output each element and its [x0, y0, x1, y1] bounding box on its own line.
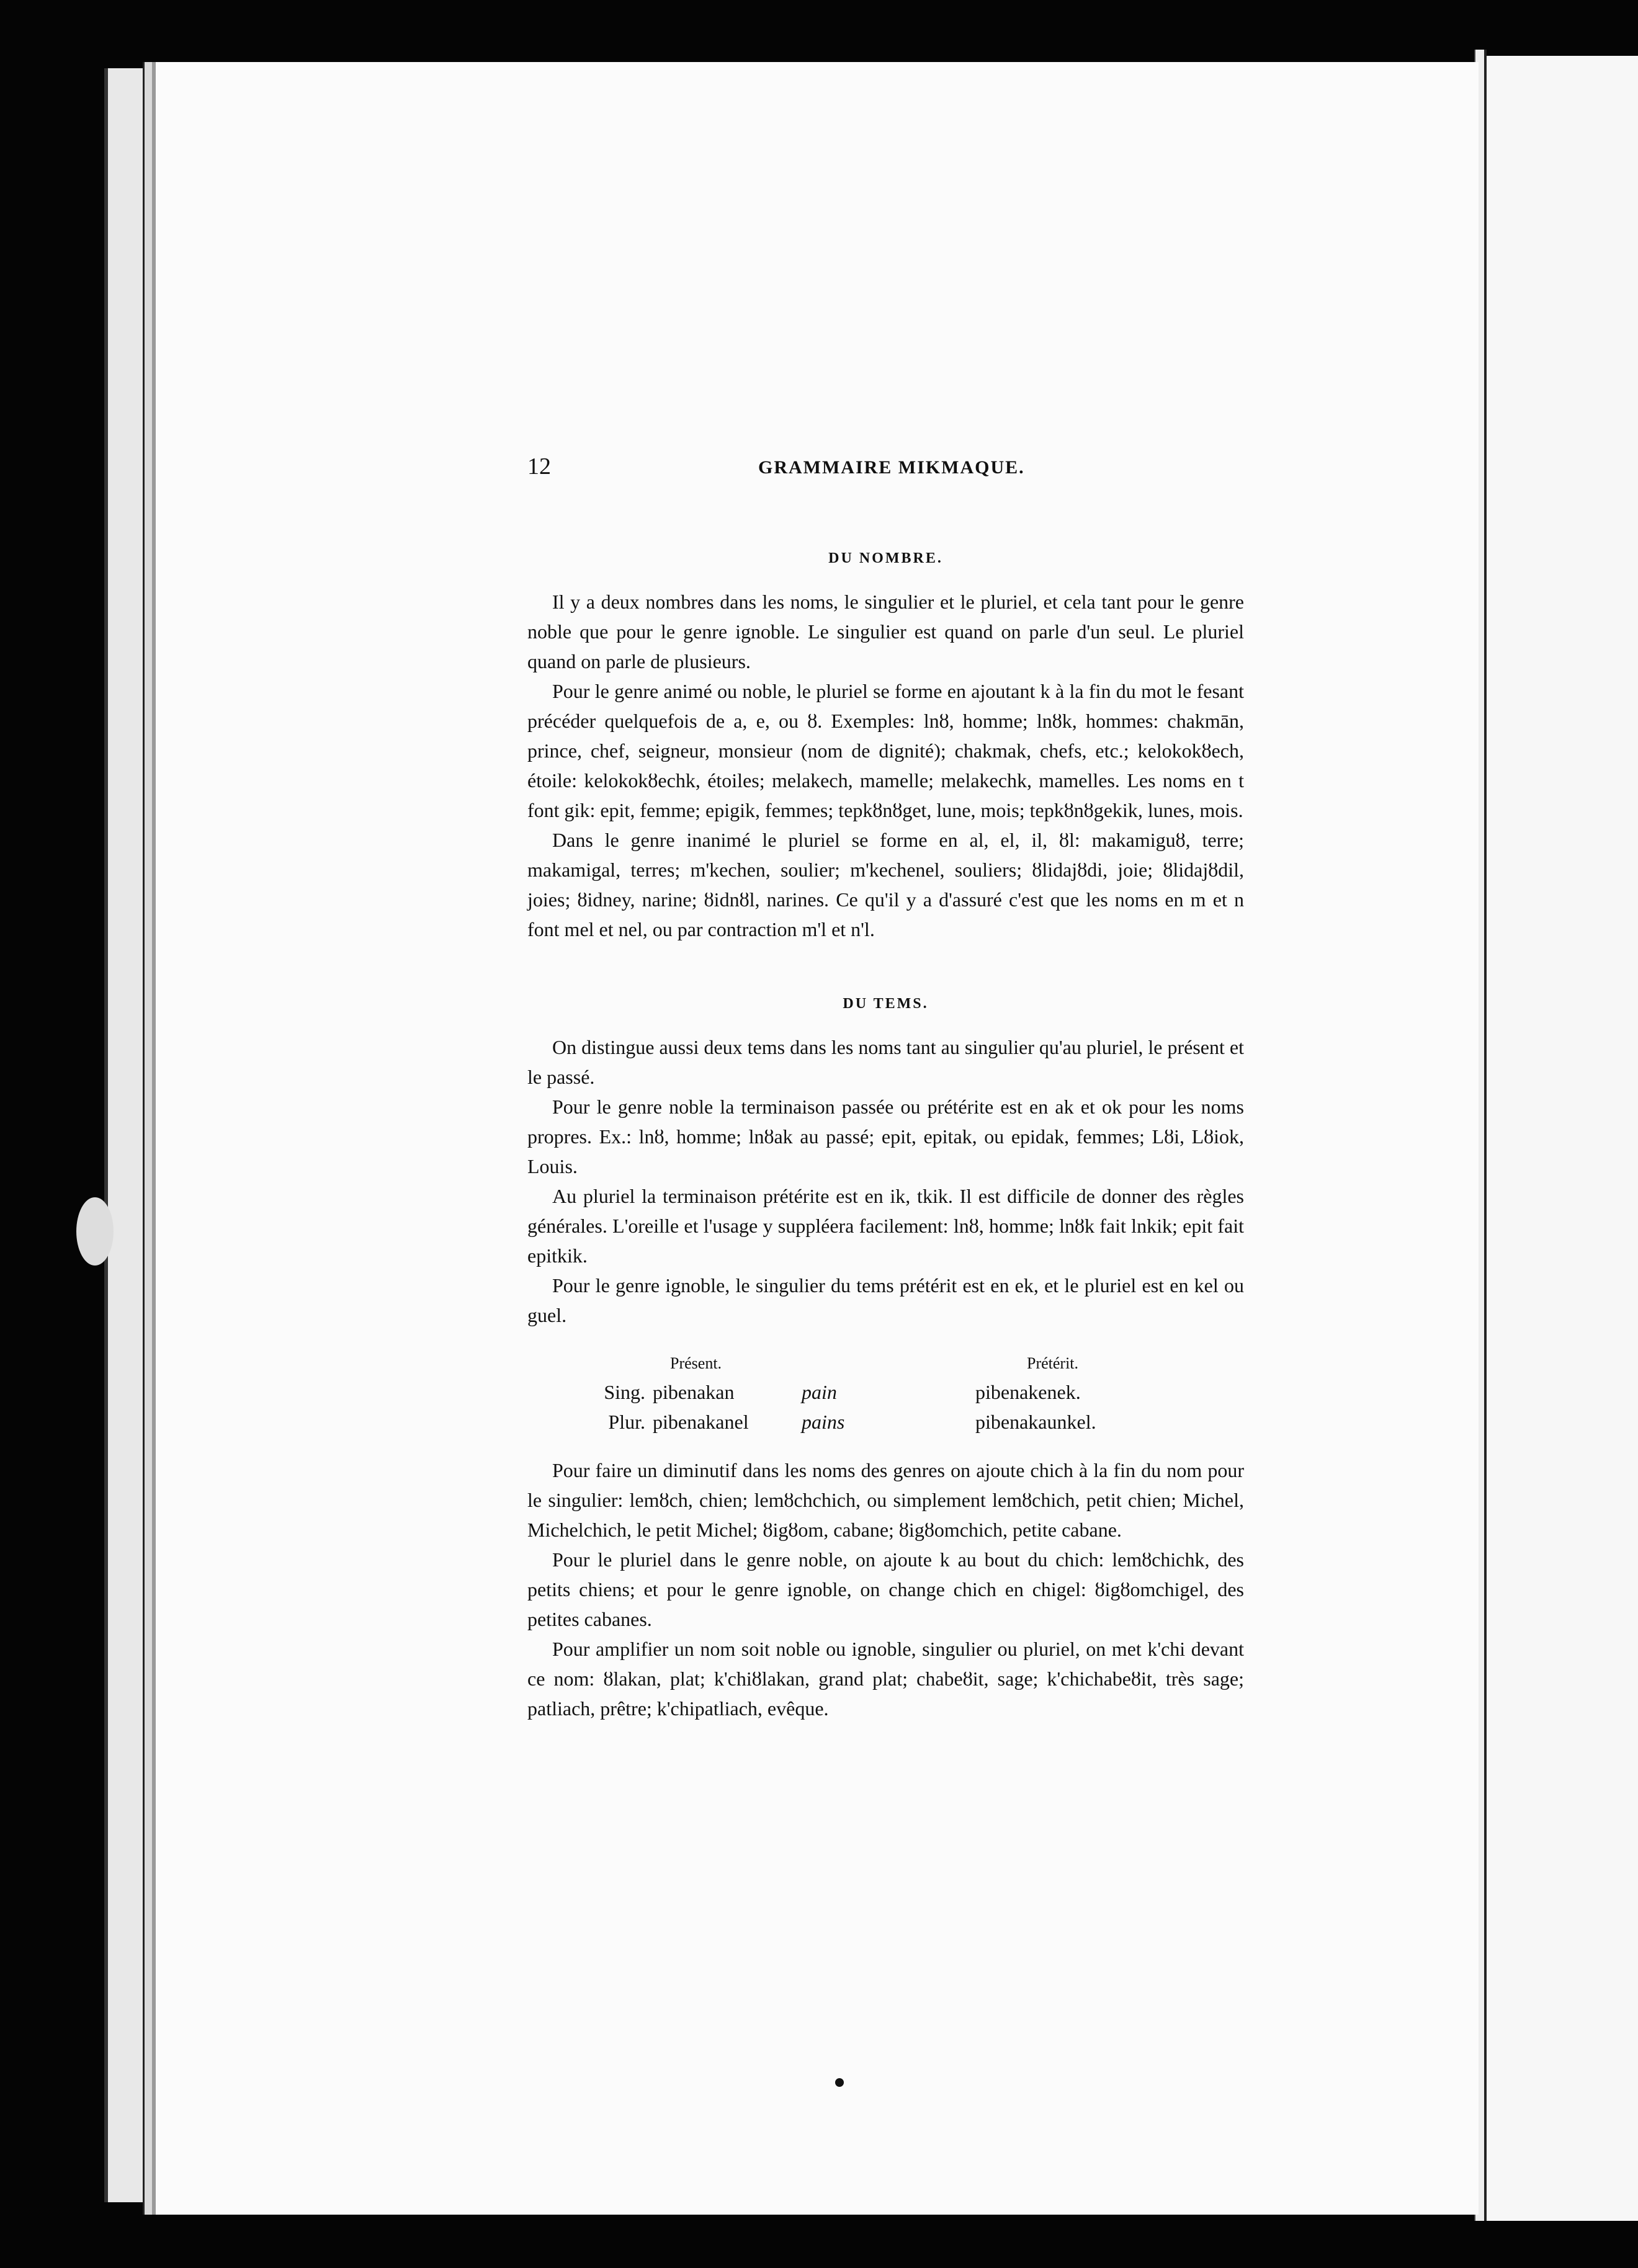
conjugation-table [571, 1349, 1244, 1437]
gloss: pains [802, 1411, 845, 1433]
paragraph: Pour amplifier un nom soit noble ou ignoble, singulier ou pluriel, on met k'chi devant ce nom: ȣlakan, plat; k'chiȣlakan, grand plat; chabeȣit, sage; k'chichabeȣit, très sage; patliach, prêtre; k'chipatliach, evêque. [527, 1638, 1244, 1720]
running-title: GRAMMAIRE MIKMAQUE. [758, 457, 1025, 478]
book-binding-edge [104, 68, 146, 2202]
paragraph: Pour le pluriel dans le genre noble, on ajoute k au bout du chich: lemȣchichk, des petits chiens; et pour le genre ignoble, on change chich en chigel: ȣigȣomchigel, des petites cabanes. [527, 1548, 1244, 1630]
ink-dot [835, 2078, 844, 2087]
preterit-form: pibenakaunkel. [975, 1411, 1096, 1433]
paragraph: Pour faire un diminutif dans les noms des genres on ajoute chich à la fin du nom pour le singulier: lemȣch, chien; lemȣchchich, ou simplement lemȣchich, petit chien; Michel, Michelchich, le petit Michel; ȣigȣom, cabane; ȣigȣomchich, petite cabane. [527, 1459, 1244, 1541]
row-label: Sing. [604, 1381, 645, 1403]
table-row [571, 1377, 1244, 1407]
paragraph: Pour le genre animé ou noble, le pluriel se forme en ajoutant k à la fin du mot le fesant précéder quelquefois de a, e, ou ȣ. Exemples: lnȣ, homme; lnȣk, hommes: chakmān, prince, chef, seigneur, monsieur (nom de dignité); chakmak, chefs, etc.; kelokokȣech, étoile: kelokokȣechk, étoiles; melakech, mamelle; melakechk, mamelles. Les noms en t font gik: epit, femme; epigik, femmes; tepkȣnȣget, lune, mois; tepkȣnȣgekik, lunes, mois. [527, 680, 1244, 821]
page-number: 12 [527, 453, 551, 480]
facing-page [1486, 56, 1638, 2221]
present-form: pibenakan [653, 1381, 735, 1403]
paragraph: Pour le genre noble la terminaison passée ou prétérite est en ak et ok pour les noms propres. Ex.: lnȣ, homme; lnȣak au passé; epit, epitak, ou epidak, femmes; Lȣi, Lȣiok, Louis. [527, 1096, 1244, 1177]
section-title-tems: DU TEMS. [843, 996, 929, 1012]
table-row [571, 1407, 1244, 1437]
section-title-nombre: DU NOMBRE. [828, 550, 943, 566]
page-content [527, 452, 1244, 1723]
page-header [527, 452, 1244, 489]
conjugation-header: Présent. Prétérit. [571, 1349, 1244, 1377]
paragraph: Dans le genre inanimé le pluriel se forme en al, el, il, ȣl: makamiguȣ, terre; makamigal, terres; m'kechen, soulier; m'kechenel, souliers; ȣlidajȣdi, joie; ȣlidajȣdil, joies; ȣidney, narine; ȣidnȣl, narines. Ce qu'il y a d'assuré c'est que les noms en m et n font mel et nel, ou par contraction m'l et n'l. [527, 829, 1244, 940]
header-preterit: Prétérit. [1027, 1354, 1079, 1372]
present-form: pibenakanel [653, 1411, 749, 1433]
paragraph: Au pluriel la terminaison prétérite est en ik, tkik. Il est difficile de donner des règles générales. L'oreille et l'usage y suppléera facilement: lnȣ, homme; lnȣk fait lnkik; epit fait epitkik. [527, 1185, 1244, 1267]
paragraph: On distingue aussi deux tems dans les noms tant au singulier qu'au pluriel, le présent et le passé. [527, 1036, 1244, 1088]
row-label: Plur. [608, 1411, 645, 1433]
paragraph: Il y a deux nombres dans les noms, le singulier et le pluriel, et cela tant pour le genre noble que pour le genre ignoble. Le singulier est quand on parle d'un seul. Le pluriel quand on parle de plusieurs. [527, 591, 1244, 672]
paper-speck [76, 1197, 114, 1266]
preterit-form: pibenakenek. [975, 1381, 1081, 1403]
paragraph: Pour le genre ignoble, le singulier du tems prétérit est en ek, et le pluriel est en kel ou guel. [527, 1274, 1244, 1326]
gloss: pain [802, 1381, 837, 1403]
